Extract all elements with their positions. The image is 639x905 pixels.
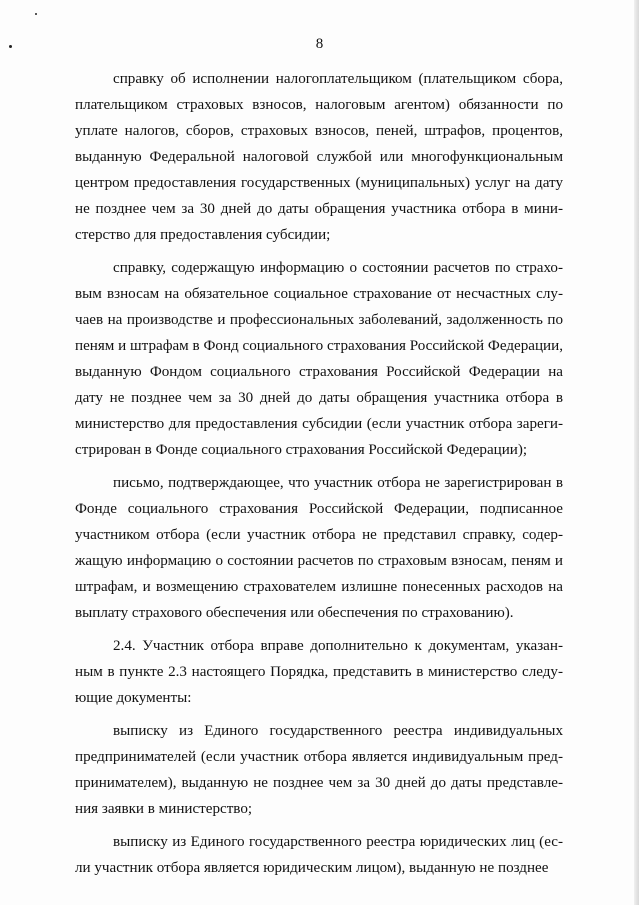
page-number: 8: [315, 36, 324, 52]
paragraph-egrip-extract: выписку из Единого государственного реестра индивидуальных предпринимателей (если участник отбора является индивидуальным предпринимателем), выданную не позднее чем за 30 дней до даты представления заявки в министерство;: [75, 723, 563, 817]
paragraph-insurance-certificate: справку, содержащую информацию о состоянии расчетов по страховым взносам на обязательное социальное страхование от несчастных случаев на производстве и профессиональных заболеваний, задолженность по пеням и штрафам в Фонд социального страхования Российской Федерации, выданную Фондом социального страхования Российской Федерации на дату не позднее чем за 30 дней до даты обращения участника отбора в министерство для предоставления субсидии (если участник отбора зарегистрирован в Фонде социального страхования Российской Федерации);: [75, 260, 563, 458]
paragraph-section-2-4: 2.4. Участник отбора вправе дополнительно к документам, указанным в пункте 2.3 настоящего Порядка, представить в министерство следующие документы:: [75, 638, 563, 706]
scan-speck: [35, 13, 37, 15]
document-body: [75, 66, 563, 881]
paragraph-tax-certificate: справку об исполнении налогоплательщиком (плательщиком сбора, плательщиком страховых взносов, налоговым агентом) обязанности по уплате налогов, сборов, страховых взносов, пеней, штрафов, процентов, выданную Федеральной налоговой службой или многофункциональным центром предоставления государственных (муниципальных) услуг на дату не позднее чем за 30 дней до даты обращения участника отбора в министерство для предоставления субсидии;: [75, 71, 563, 243]
paragraph-confirmation-letter: письмо, подтверждающее, что участник отбора не зарегистрирован в Фонде социального страхования Российской Федерации, подписанное участником отбора (если участник отбора не представил справку, содержащую информацию о состоянии расчетов по страховым взносам, пеням и штрафам, и возмещению страхователем излишне понесенных расходов на выплату страхового обеспечения или обеспечения по страхованию).: [75, 475, 563, 621]
page-edge-shadow: [634, 0, 639, 905]
paragraph-egrul-extract: выписку из Единого государственного реестра юридических лиц (если участник отбора является юридическим лицом), выданную не позднее: [75, 834, 563, 876]
